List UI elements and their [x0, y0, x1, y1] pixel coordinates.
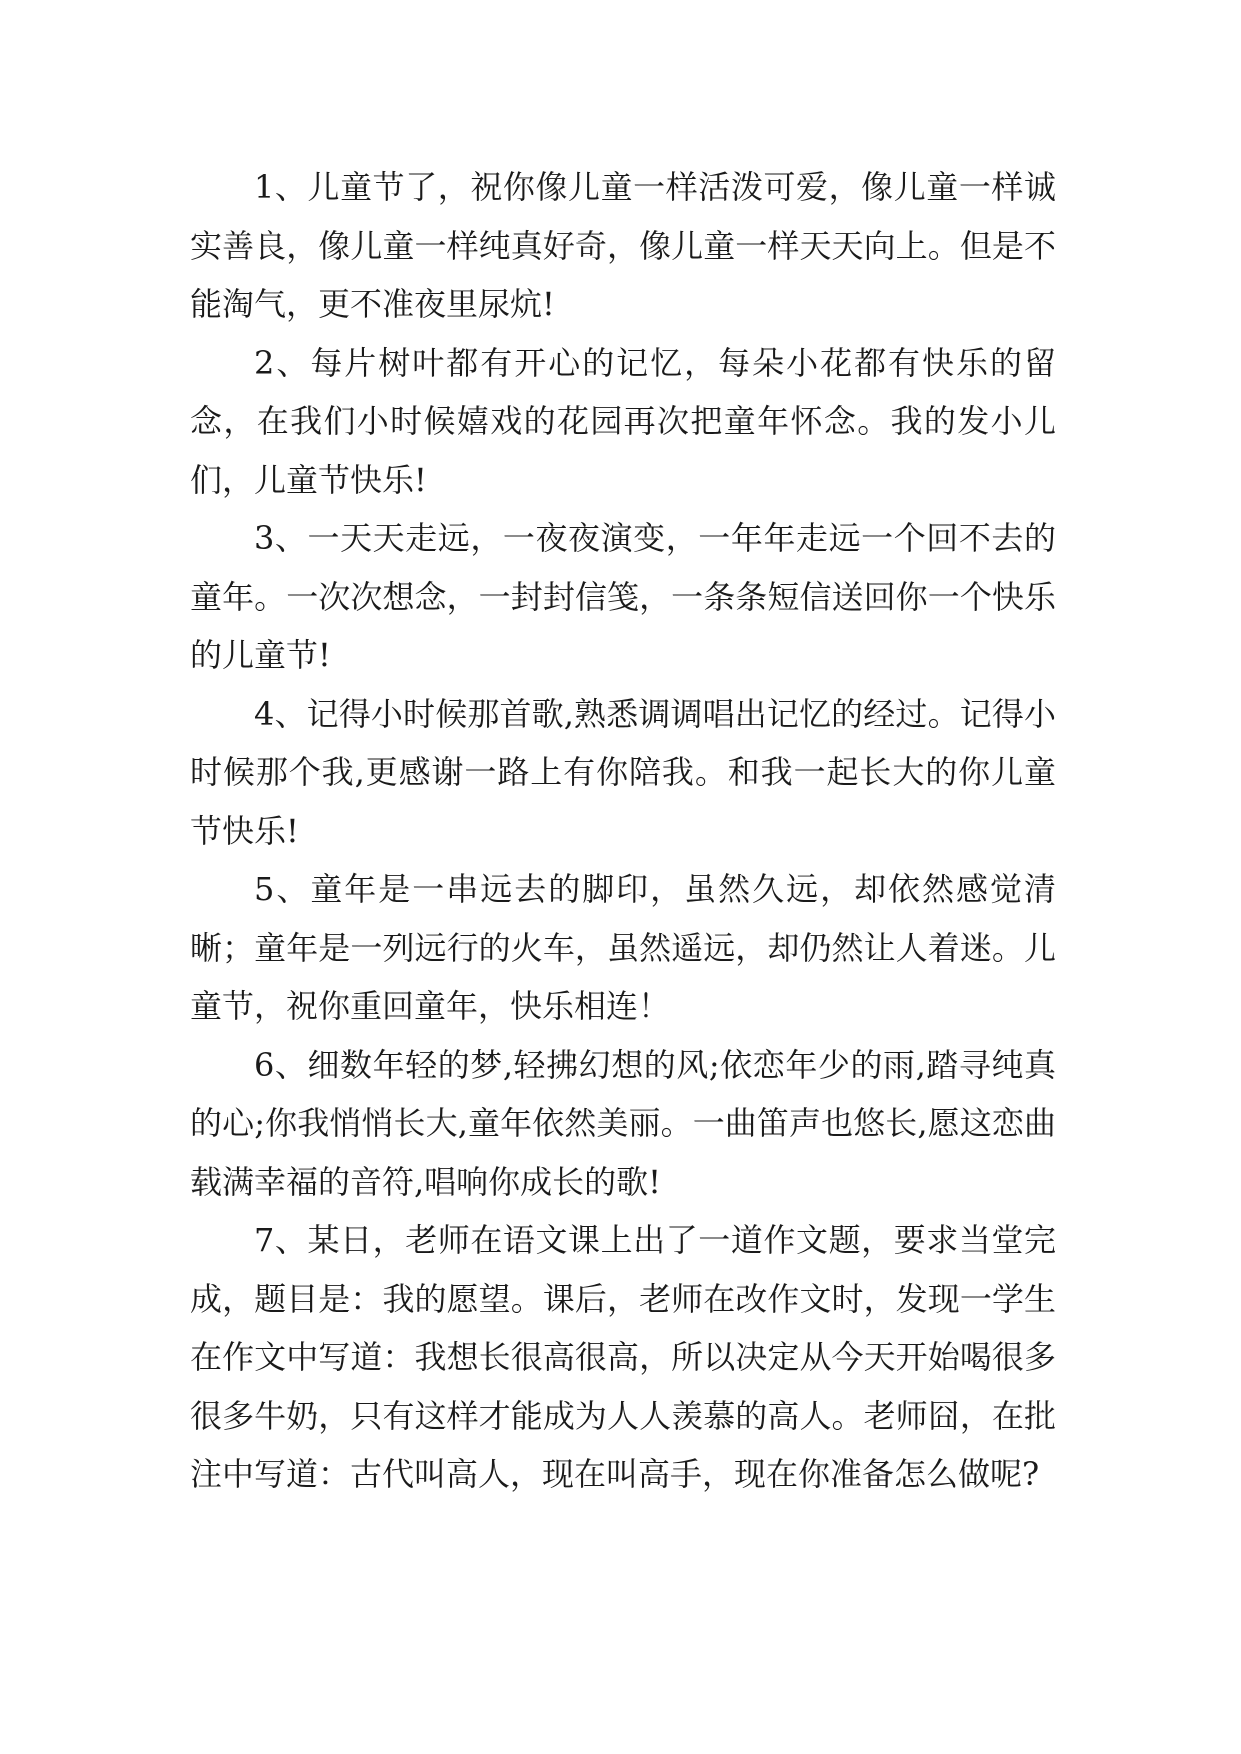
paragraph-7: 7、某日，老师在语文课上出了一道作文题，要求当堂完成，题目是：我的愿望。课后，老师在改作文时，发现一学生在作文中写道：我想长很高很高，所以决定从今天开始喝很多很多牛奶，只有这样才能成为人人羡慕的高人。老师囧，在批注中写道：古代叫高人，现在叫高手，现在你准备怎么做呢? — [190, 1221, 1056, 1493]
paragraph-4: 4、记得小时候那首歌,熟悉调调唱出记忆的经过。记得小时候那个我,更感谢一路上有你陪我。和我一起长大的你儿童节快乐! — [190, 694, 1056, 850]
paragraph-6: 6、细数年轻的梦,轻拂幻想的风;依恋年少的雨,踏寻纯真的心;你我悄悄长大,童年依然美丽。一曲笛声也悠长,愿这恋曲载满幸福的音符,唱响你成长的歌! — [190, 1045, 1056, 1201]
document-body — [190, 158, 1056, 1504]
paragraph-5: 5、童年是一串远去的脚印，虽然久远，却依然感觉清晰；童年是一列远行的火车，虽然遥远，却仍然让人着迷。儿童节，祝你重回童年，快乐相连！ — [190, 870, 1056, 1025]
paragraph-1: 1、儿童节了，祝你像儿童一样活泼可爱，像儿童一样诚实善良，像儿童一样纯真好奇，像儿童一样天天向上。但是不能淘气，更不准夜里尿炕! — [190, 168, 1056, 323]
paragraph-3: 3、一天天走远，一夜夜演变，一年年走远一个回不去的童年。一次次想念，一封封信笺，一条条短信送回你一个快乐的儿童节! — [190, 519, 1056, 674]
paragraph-2: 2、每片树叶都有开心的记忆，每朵小花都有快乐的留念，在我们小时候嬉戏的花园再次把童年怀念。我的发小儿们，儿童节快乐! — [190, 343, 1056, 499]
